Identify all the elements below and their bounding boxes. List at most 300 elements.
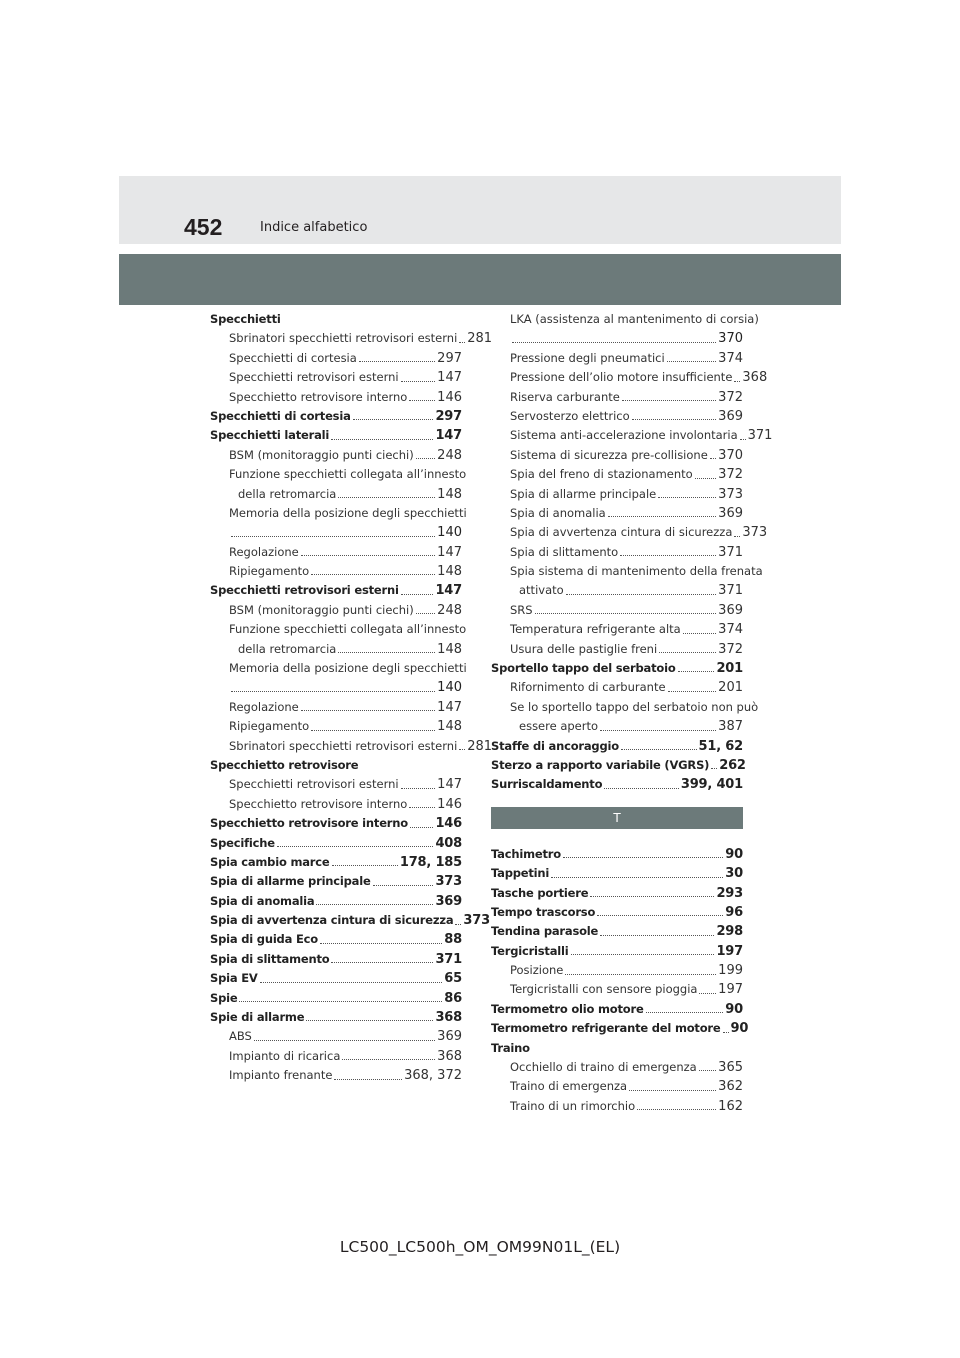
- dot-leader: [260, 982, 443, 983]
- index-entry-page: 201: [716, 661, 743, 677]
- index-entry-page: 146: [437, 389, 462, 405]
- index-entry: [491, 981, 743, 1000]
- index-entry: [210, 581, 462, 600]
- index-entry-term: Spia di slittamento: [510, 544, 619, 559]
- index-entry-term: Spia EV: [210, 971, 258, 986]
- index-entry-term: Spia di avvertenza cintura di sicurezza: [210, 913, 454, 928]
- index-entry-page: 148: [437, 719, 462, 735]
- index-entry-page: 147: [437, 370, 462, 386]
- index-entry-term: Traino: [491, 1040, 530, 1055]
- dot-leader: [231, 691, 435, 692]
- index-entry: [210, 407, 462, 426]
- index-entry: [491, 1077, 743, 1096]
- dot-leader: [231, 536, 435, 537]
- index-entry: [491, 961, 743, 980]
- index-entry-term: BSM (monitoraggio punti ciechi): [229, 602, 414, 617]
- dot-leader: [416, 613, 435, 614]
- dot-leader: [301, 710, 435, 711]
- index-entry: [491, 884, 743, 903]
- index-entry: [491, 329, 743, 348]
- dot-leader: [667, 361, 717, 362]
- index-entry-term: attivato: [519, 583, 564, 598]
- dot-leader: [409, 400, 435, 401]
- dot-leader: [604, 788, 679, 789]
- index-entry-page: 369: [437, 1029, 462, 1045]
- dot-leader: [254, 1040, 435, 1041]
- index-entry-term: Tasche portiere: [491, 885, 589, 900]
- dot-leader: [740, 439, 746, 440]
- index-entry-term: della retromarcia: [238, 641, 337, 656]
- dot-leader: [306, 1020, 433, 1021]
- dot-leader: [311, 730, 435, 731]
- index-entry-page: 372: [718, 641, 743, 657]
- index-entry-page: 146: [437, 796, 462, 812]
- index-entry: [210, 640, 462, 659]
- index-entry-term: Memoria della posizione degli specchietti: [229, 505, 467, 520]
- index-entry-term: Specchietti retrovisori esterni: [229, 370, 399, 385]
- index-entry: [491, 485, 743, 504]
- index-entry-page: 65: [444, 971, 462, 987]
- index-entry-term: Spie di allarme: [210, 1010, 305, 1025]
- index-entry-page: 147: [437, 699, 462, 715]
- dot-leader: [683, 633, 716, 634]
- index-entry-term: Impianto di ricarica: [229, 1048, 341, 1063]
- index-entry: [210, 678, 462, 697]
- index-entry-term: Sistema di sicurezza pre-collisione: [510, 447, 708, 462]
- index-entry-page: 147: [435, 583, 462, 599]
- index-entry: [210, 950, 462, 969]
- dot-leader: [401, 381, 436, 382]
- index-entry-page: 281: [467, 738, 493, 754]
- index-entry-term: Spia di anomalia: [210, 893, 315, 908]
- index-entry-page: 369: [718, 408, 743, 424]
- page-number: 452: [184, 214, 223, 240]
- index-entry: [491, 942, 743, 961]
- index-entry-page: 365: [718, 1060, 743, 1076]
- index-entry-term: Tachimetro: [491, 846, 561, 861]
- index-entry-page: 371: [747, 428, 773, 444]
- dot-leader: [359, 361, 435, 362]
- index-entry-page: 88: [444, 932, 462, 948]
- index-entry-term: Ripiegamento: [229, 719, 310, 734]
- index-entry-page: 281: [467, 331, 493, 347]
- index-entry: [491, 349, 743, 368]
- index-entry-term: Regolazione: [229, 544, 299, 559]
- index-entry: [210, 911, 490, 930]
- dot-leader: [637, 1109, 716, 1110]
- index-entry: [491, 310, 759, 329]
- index-entry-term: Spia del freno di stazionamento: [510, 467, 693, 482]
- dot-leader: [373, 885, 434, 886]
- index-entry: [210, 620, 467, 639]
- index-entry-term: Specchietti retrovisori esterni: [229, 777, 399, 792]
- index-entry: [491, 407, 743, 426]
- dot-leader: [699, 993, 716, 994]
- index-entry: [210, 834, 462, 853]
- dot-leader: [571, 954, 715, 955]
- index-entry: [491, 523, 768, 542]
- index-entry-term: Tendina parasole: [491, 924, 599, 939]
- index-entry-term: Spia di avvertenza cintura di sicurezza: [510, 525, 733, 540]
- dot-leader: [416, 458, 435, 459]
- index-entry: [491, 446, 743, 465]
- dot-leader: [551, 877, 723, 878]
- index-entry-term: Servosterzo elettrico: [510, 408, 630, 423]
- index-entry-page: 148: [437, 564, 462, 580]
- index-entry-page: 373: [718, 486, 743, 502]
- index-entry: [210, 446, 462, 465]
- dot-leader: [338, 497, 435, 498]
- index-entry: [491, 698, 759, 717]
- index-entry-page: 148: [437, 641, 462, 657]
- index-entry-page: 30: [725, 866, 743, 882]
- index-entry: [210, 388, 462, 407]
- index-entry: [491, 864, 743, 883]
- index-entry: [491, 640, 743, 659]
- index-entry: [491, 368, 768, 387]
- index-entry-page: 90: [730, 1021, 749, 1037]
- index-entry: [210, 523, 462, 542]
- index-entry: [210, 989, 462, 1008]
- dot-leader: [459, 749, 465, 750]
- dot-leader: [535, 613, 717, 614]
- index-entry-term: Specchietti laterali: [210, 428, 330, 443]
- index-entry: [491, 1039, 743, 1058]
- dot-leader: [332, 865, 398, 866]
- index-entry-page: 374: [718, 350, 743, 366]
- index-entry: [210, 737, 493, 756]
- dot-leader: [734, 381, 740, 382]
- dot-leader: [668, 691, 717, 692]
- index-entry: [210, 543, 462, 562]
- index-entry-term: Spia di allarme principale: [210, 874, 371, 889]
- index-entry-page: 373: [463, 913, 490, 929]
- index-entry: [491, 775, 743, 794]
- index-entry-term: Usura delle pastiglie freni: [510, 641, 658, 656]
- index-entry-term: Rifornimento di carburante: [510, 680, 666, 695]
- index-entry: [210, 717, 462, 736]
- dot-leader: [695, 478, 716, 479]
- index-entry-term: LKA (assistenza al mantenimento di corsia): [510, 311, 759, 326]
- dot-leader: [409, 807, 435, 808]
- index-entry-term: ABS: [229, 1029, 252, 1044]
- index-entry-term: Pressione dell’olio motore insufficiente: [510, 370, 733, 385]
- index-entry: [491, 504, 743, 523]
- index-entry-term: Sportello tappo del serbatoio: [491, 661, 676, 676]
- index-entry-page: 162: [718, 1098, 743, 1114]
- dot-leader: [600, 730, 716, 731]
- index-entry-term: Specchietto retrovisore interno: [210, 816, 408, 831]
- index-entry-page: 197: [718, 982, 743, 998]
- index-entry-page: 147: [437, 777, 462, 793]
- footer-document-code: LC500_LC500h_OM_OM99N01L_(EL): [339, 1238, 621, 1256]
- index-entry-page: 372: [718, 467, 743, 483]
- dot-leader: [563, 857, 723, 858]
- dot-leader: [301, 555, 435, 556]
- index-entry-term: Specchietti di cortesia: [210, 408, 351, 423]
- index-entry: [491, 581, 743, 600]
- index-entry-term: Spia cambio marce: [210, 854, 330, 869]
- index-entry-term: Sbrinatori specchietti retrovisori esterni: [229, 738, 458, 753]
- index-entry-term: Ripiegamento: [229, 564, 310, 579]
- index-entry-term: Se lo sportello tappo del serbatoio non può: [510, 699, 759, 714]
- index-entry-page: 368: [437, 1048, 462, 1064]
- dot-leader: [678, 671, 715, 672]
- dot-leader: [608, 516, 716, 517]
- index-entry-page: 199: [718, 963, 743, 979]
- header-band: [119, 176, 841, 244]
- index-entry: [210, 349, 462, 368]
- dot-leader: [600, 935, 714, 936]
- index-entry: [491, 1097, 743, 1116]
- index-entry: [210, 853, 462, 872]
- index-entry: [210, 329, 493, 348]
- index-entry-page: 201: [718, 680, 743, 696]
- index-entry-page: 248: [437, 602, 462, 618]
- index-entry-page: 387: [718, 719, 743, 735]
- dot-leader: [658, 497, 716, 498]
- index-entry-page: 293: [716, 885, 743, 901]
- index-entry: [491, 717, 743, 736]
- index-column-right: [491, 310, 773, 1116]
- index-entry: [491, 678, 743, 697]
- index-entry: [210, 310, 462, 329]
- index-entry-page: 197: [716, 943, 743, 959]
- index-entry: [210, 698, 462, 717]
- index-entry: [210, 426, 462, 445]
- index-entry-term: Tappetini: [491, 866, 550, 881]
- dot-leader: [311, 574, 435, 575]
- dot-leader: [459, 342, 465, 343]
- dot-leader: [512, 342, 716, 343]
- index-entry: [491, 465, 743, 484]
- index-entry-term: Spia di guida Eco: [210, 932, 318, 947]
- index-entry: [491, 620, 743, 639]
- index-entry-term: Staffe di ancoraggio: [491, 738, 619, 753]
- index-section-s-continued: [491, 310, 773, 795]
- index-entry: [210, 1008, 462, 1027]
- index-entry-term: BSM (monitoraggio punti ciechi): [229, 447, 414, 462]
- index-entry-page: 297: [437, 350, 462, 366]
- index-entry-term: Sbrinatori specchietti retrovisori esterni: [229, 331, 458, 346]
- index-entry-page: 369: [435, 893, 462, 909]
- letter-section-header: T: [491, 807, 743, 829]
- dot-leader: [565, 974, 716, 975]
- index-entry-page: 371: [718, 544, 743, 560]
- index-entry-page: 370: [718, 331, 743, 347]
- index-entry-term: essere aperto: [519, 719, 599, 734]
- index-entry-page: 369: [718, 505, 743, 521]
- index-entry-page: 368: [742, 370, 768, 386]
- index-entry-term: Traino di emergenza: [510, 1079, 628, 1094]
- index-entry-page: 371: [718, 583, 743, 599]
- index-entry: [210, 601, 462, 620]
- index-entry: [210, 465, 467, 484]
- index-entry-term: Tergicristalli: [491, 943, 569, 958]
- index-entry-term: Occhiello di traino di emergenza: [510, 1060, 697, 1075]
- index-entry-page: 369: [718, 602, 743, 618]
- index-entry-term: Riserva carburante: [510, 389, 620, 404]
- index-entry-page: 248: [437, 447, 462, 463]
- dot-leader: [620, 555, 716, 556]
- dot-leader: [566, 594, 717, 595]
- index-entry-term: Specchietti di cortesia: [229, 350, 357, 365]
- dot-leader: [410, 827, 433, 828]
- index-entry-page: 297: [435, 408, 462, 424]
- index-entry-page: 408: [435, 835, 462, 851]
- index-entry: [491, 388, 743, 407]
- index-entry: [210, 872, 462, 891]
- index-entry-page: 373: [435, 874, 462, 890]
- index-entry: [210, 562, 462, 581]
- index-entry: [491, 543, 743, 562]
- index-entry: [210, 368, 462, 387]
- index-entry-page: 140: [437, 680, 462, 696]
- index-entry: [491, 426, 773, 445]
- index-entry-term: Termometro refrigerante del motore: [491, 1021, 721, 1036]
- index-entry-term: Sistema anti-accelerazione involontaria: [510, 428, 738, 443]
- index-entry-page: 90: [725, 846, 743, 862]
- index-entry-term: Posizione: [510, 963, 564, 978]
- dot-leader: [316, 904, 433, 905]
- index-entry: [210, 814, 462, 833]
- index-entry: [491, 1000, 743, 1019]
- index-entry-term: Surriscaldamento: [491, 777, 603, 792]
- index-entry: [491, 1019, 749, 1038]
- index-entry-term: Impianto frenante: [229, 1068, 333, 1083]
- index-entry-term: Tergicristalli con sensore pioggia: [510, 982, 698, 997]
- index-entry-page: 51, 62: [698, 738, 743, 754]
- index-entry-page: 374: [718, 622, 743, 638]
- index-entry: [210, 795, 462, 814]
- index-entry-term: Traino di un rimorchio: [510, 1098, 636, 1113]
- index-entry: [210, 756, 462, 775]
- dot-leader: [723, 1032, 729, 1033]
- dot-leader: [646, 1012, 724, 1013]
- dot-leader: [710, 458, 716, 459]
- dot-leader: [659, 652, 716, 653]
- index-entry-page: 399, 401: [680, 777, 743, 793]
- dot-leader: [621, 749, 697, 750]
- index-entry-term: Specchietto retrovisore interno: [229, 389, 408, 404]
- dot-leader: [711, 768, 717, 769]
- index-entry-term: Spia di anomalia: [510, 505, 606, 520]
- index-entry-term: Funzione specchietti collegata all’innesto: [229, 467, 467, 482]
- index-entry-term: Spia di slittamento: [210, 951, 330, 966]
- index-entry: [210, 1027, 462, 1046]
- index-entry-page: 368, 372: [404, 1068, 462, 1084]
- index-entry: [491, 562, 763, 581]
- index-entry-page: 147: [437, 544, 462, 560]
- index-entry-page: 298: [716, 924, 743, 940]
- dot-leader: [401, 788, 436, 789]
- dot-leader: [622, 400, 716, 401]
- index-entry-page: 373: [742, 525, 768, 541]
- dot-leader: [342, 1059, 435, 1060]
- index-entry-term: Tempo trascorso: [491, 904, 596, 919]
- index-entry: [210, 485, 462, 504]
- index-entry-page: 148: [437, 486, 462, 502]
- index-entry-term: SRS: [510, 602, 533, 617]
- index-entry-term: Specchietto retrovisore: [210, 757, 359, 772]
- index-entry: [491, 903, 743, 922]
- index-entry: [491, 845, 743, 864]
- dot-leader: [590, 896, 714, 897]
- index-entry-term: Spia sistema di mantenimento della frenata: [510, 564, 763, 579]
- index-section-t: [491, 845, 749, 1116]
- index-entry: [210, 659, 467, 678]
- index-entry-term: Sterzo a rapporto variabile (VGRS): [491, 757, 710, 772]
- index-entry: [210, 931, 462, 950]
- index-entry-term: Specchietti: [210, 311, 281, 326]
- index-entry: [491, 601, 743, 620]
- index-entry: [210, 1047, 462, 1066]
- index-entry: [491, 737, 743, 756]
- index-entry-term: della retromarcia: [238, 486, 337, 501]
- dot-leader: [239, 1001, 442, 1002]
- index-entry-term: Termometro olio motore: [491, 1001, 644, 1016]
- index-entry-term: Pressione degli pneumatici: [510, 350, 665, 365]
- index-entry-page: 178, 185: [399, 854, 462, 870]
- index-entry-term: Spia di allarme principale: [510, 486, 657, 501]
- index-entry-page: 371: [435, 951, 462, 967]
- dot-leader: [334, 1079, 402, 1080]
- dot-leader: [277, 846, 434, 847]
- index-entry-term: Specchietto retrovisore interno: [229, 796, 408, 811]
- dot-leader: [401, 594, 434, 595]
- index-entry-page: 370: [718, 447, 743, 463]
- index-entry: [210, 969, 462, 988]
- index-entry-page: 140: [437, 525, 462, 541]
- section-title: Indice alfabetico: [260, 220, 368, 235]
- dot-leader: [632, 419, 717, 420]
- index-entry-term: Memoria della posizione degli specchietti: [229, 661, 467, 676]
- index-entry-page: 262: [719, 757, 746, 773]
- index-entry-term: Specchietti retrovisori esterni: [210, 583, 399, 598]
- index-entry-page: 372: [718, 389, 743, 405]
- index-entry: [491, 1058, 743, 1077]
- index-entry-term: Funzione specchietti collegata all’innesto: [229, 622, 467, 637]
- index-entry: [210, 892, 462, 911]
- index-entry-page: 96: [725, 904, 743, 920]
- dot-leader: [338, 652, 435, 653]
- index-entry: [210, 1066, 462, 1085]
- header-dark-band: [119, 254, 841, 305]
- index-entry: [491, 659, 743, 678]
- index-entry-page: 90: [725, 1001, 743, 1017]
- index-entry: [210, 775, 462, 794]
- index-entry-page: 368: [435, 1010, 462, 1026]
- index-entry-term: Temperatura refrigerante alta: [510, 622, 681, 637]
- index-entry-page: 86: [444, 990, 462, 1006]
- dot-leader: [734, 536, 740, 537]
- index-entry-term: Specifiche: [210, 835, 275, 850]
- dot-leader: [629, 1090, 716, 1091]
- dot-leader: [320, 943, 442, 944]
- index-entry-page: 147: [435, 428, 462, 444]
- dot-leader: [455, 924, 461, 925]
- index-entry: [491, 756, 746, 775]
- index-entry-page: 146: [435, 816, 462, 832]
- dot-leader: [331, 962, 433, 963]
- dot-leader: [331, 439, 433, 440]
- index-entry: [491, 922, 743, 941]
- index-entry-term: Regolazione: [229, 699, 299, 714]
- dot-leader: [699, 1070, 716, 1071]
- index-entry: [210, 504, 467, 523]
- index-column-left: [210, 310, 493, 1086]
- index-entry-page: 362: [718, 1079, 743, 1095]
